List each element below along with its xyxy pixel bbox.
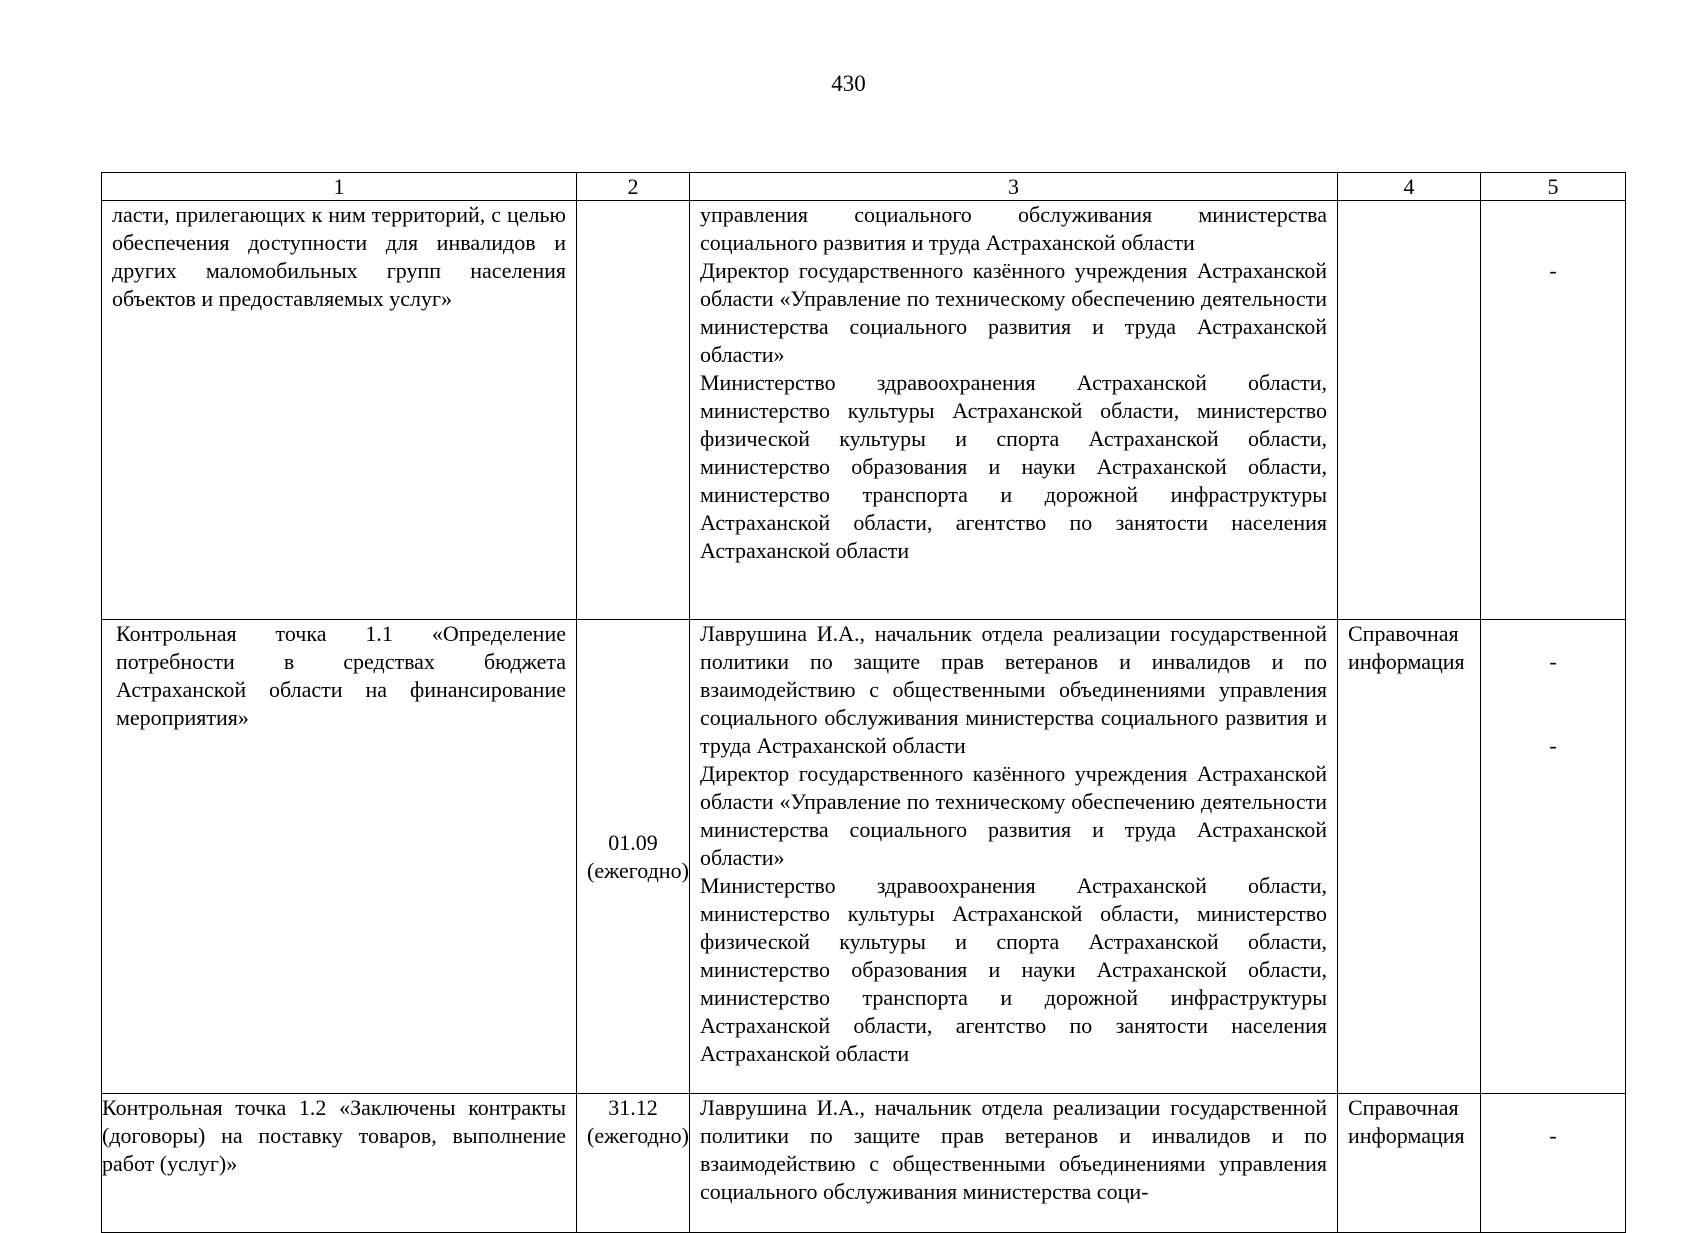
note-cell [1481, 1094, 1626, 1233]
event-description-cell: ласти, прилегающих к ним территорий, с целью обеспечения доступности для инвалидов и других маломобильных групп населения объектов и предоставляемых услуг» [102, 201, 577, 620]
responsible-paragraph: Министерство здравоохранения Астраханской области, министерство культуры Астраханской области, министерство физической культуры и спорта Астраханской области, министерство образования и науки Астраханской области, министерство транспорта и дорожной инфраструктуры Астраханской области, агентство по занятости населения Астраханской области [700, 873, 1327, 1066]
header-col-2: 2 [577, 173, 690, 201]
control-point-cell: Контрольная точка 1.2 «Заключены контракты (договоры) на поставку товаров, выполнение работ (услуг)» [102, 1094, 577, 1233]
note-dash: - [1549, 258, 1557, 283]
responsible-cell [690, 201, 1338, 620]
note-cell [1481, 201, 1626, 620]
deadline-cell: 31.12 (ежегодно) [577, 1094, 690, 1233]
page-number: 430 [831, 71, 866, 96]
responsible-cell [690, 620, 1338, 1094]
document-type-cell: Справочная информация [1338, 1094, 1481, 1233]
responsible-paragraph: управления социального обслуживания министерства социального развития и труда Астраханской области [700, 202, 1327, 255]
table-header-row [102, 173, 1626, 201]
responsible-paragraph: Лаврушина И.А., начальник отдела реализации государственной политики по защите прав ветеранов и инвалидов и по взаимодействию с общественными объединениями управления социального обслуживания министерства соци- [700, 1095, 1327, 1204]
document-type-cell: Справочная информация [1338, 620, 1481, 1094]
header-col-3: 3 [690, 173, 1338, 201]
table-row [102, 1094, 1626, 1233]
responsible-paragraph: Лаврушина И.А., начальник отдела реализации государственной политики по защите прав ветеранов и инвалидов и по взаимодействию с общественными объединениями управления социального обслуживания министерства социального развития и труда Астраханской области [700, 621, 1327, 758]
header-col-4: 4 [1338, 173, 1481, 201]
table-row [102, 620, 1626, 1094]
note-dash: - [1549, 733, 1557, 758]
note-cell [1481, 620, 1626, 1094]
header-col-5: 5 [1481, 173, 1626, 201]
responsible-cell [690, 1094, 1338, 1233]
responsible-paragraph: Директор государственного казённого учреждения Астраханской области «Управление по техническому обеспечению деятельности министерства социального развития и труда Астраханской области» [700, 258, 1327, 367]
responsible-paragraph: Директор государственного казённого учреждения Астраханской области «Управление по техническому обеспечению деятельности министерства социального развития и труда Астраханской области» [700, 761, 1327, 870]
deadline-cell: 01.09 (ежегодно) [577, 620, 690, 1094]
program-table [101, 172, 1626, 1233]
header-col-1: 1 [102, 173, 577, 201]
responsible-paragraph: Министерство здравоохранения Астраханской области, министерство культуры Астраханской области, министерство физической культуры и спорта Астраханской области, министерство образования и науки Астраханской области, министерство транспорта и дорожной инфраструктуры Астраханской области, агентство по занятости населения Астраханской области [700, 370, 1327, 563]
note-dash: - [1549, 1123, 1557, 1148]
deadline-cell [577, 201, 690, 620]
document-type-cell [1338, 201, 1481, 620]
table-row [102, 201, 1626, 620]
note-dash: - [1549, 649, 1557, 674]
control-point-cell: Контрольная точка 1.1 «Определение потребности в средствах бюджета Астраханской области на финансирование мероприятия» [102, 620, 577, 1094]
